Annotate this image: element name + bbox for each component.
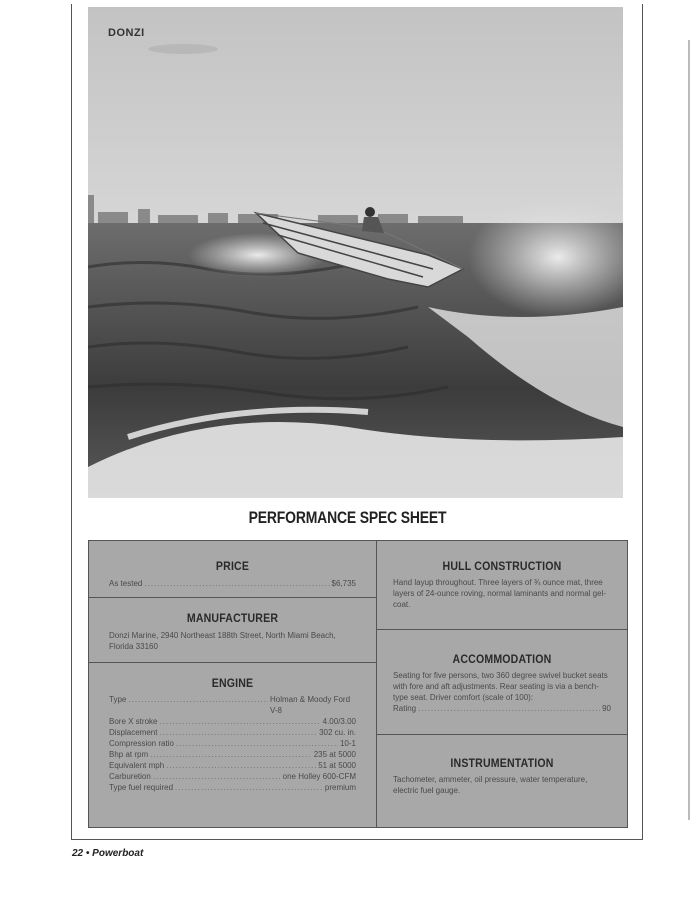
price-label: As tested (109, 579, 143, 588)
accommodation-text: Seating for five persons, two 360 degree swivel bucket seats with fore and aft adjustments. Rear seating is via a bench-type seat. Driver comfort (scale of 100): (393, 671, 608, 702)
page-folio: 22 • Powerboat (72, 848, 144, 859)
price-row (109, 578, 356, 589)
engine-type-value: Holman & Moody Ford V-8 (270, 695, 351, 715)
engine-spec-label: Displacement (109, 728, 158, 737)
hull-section (377, 541, 627, 630)
engine-spec-label: Equivalent mph (109, 761, 165, 770)
hull-text: Hand layup throughout. Three layers of ¾ ounce mat, three layers of 24-ounce roving, normal laminants and normal gel-coat. (393, 578, 606, 609)
spec-right-column (377, 541, 627, 827)
accommodation-heading: ACCOMMODATION (452, 652, 552, 666)
engine-spec-label: Type fuel required (109, 783, 174, 792)
engine-spec-row (109, 738, 356, 749)
engine-spec-row (109, 760, 356, 771)
boat-brand-label: DONZI (108, 27, 145, 39)
rating-label: Rating (393, 704, 417, 713)
engine-spec-list (109, 716, 356, 793)
manufacturer-heading: MANUFACTURER (186, 611, 279, 625)
engine-spec-label: Bhp at rpm (109, 750, 149, 759)
page-edge (688, 40, 690, 820)
engine-spec-value: 4.00/3.00 (322, 717, 356, 726)
engine-type-row (109, 694, 356, 716)
instrumentation-text: Tachometer, ammeter, oil pressure, water temperature, electric fuel gauge. (393, 775, 588, 795)
engine-spec-row (109, 727, 356, 738)
rating-value: 90 (602, 704, 611, 713)
speedboat-image (88, 7, 623, 498)
engine-spec-row (109, 716, 356, 727)
engine-spec-value: 302 cu. in. (319, 728, 356, 737)
price-heading: PRICE (215, 559, 250, 573)
engine-spec-label: Carburetion (109, 772, 151, 781)
engine-type-label: Type (109, 695, 127, 704)
engine-spec-value: premium (324, 783, 356, 792)
engine-spec-row (109, 771, 356, 782)
engine-spec-value: one Holley 600-CFM (282, 772, 356, 781)
engine-spec-row (109, 749, 356, 760)
instrumentation-heading: INSTRUMENTATION (450, 756, 554, 770)
price-section (89, 541, 376, 598)
manufacturer-text: Donzi Marine, 2940 Northeast 188th Street, North Miami Beach, Florida 33160 (109, 631, 336, 651)
engine-spec-row (109, 782, 356, 793)
engine-spec-label: Bore X stroke (109, 717, 158, 726)
manufacturer-section (89, 599, 376, 663)
price-value: $6,735 (331, 579, 356, 588)
page-title: PERFORMANCE SPEC SHEET (248, 508, 447, 527)
spec-left-column (89, 541, 377, 827)
engine-spec-label: Compression ratio (109, 739, 174, 748)
engine-spec-value: 51 at 5000 (318, 761, 356, 770)
accommodation-section (377, 631, 627, 735)
engine-spec-value: 235 at 5000 (313, 750, 356, 759)
engine-spec-value: 10-1 (339, 739, 356, 748)
spec-sheet-table (88, 540, 628, 828)
engine-heading: ENGINE (211, 676, 254, 690)
speedboat-photo (88, 7, 623, 498)
engine-section (89, 664, 376, 827)
rating-row (393, 703, 611, 714)
instrumentation-section (377, 736, 627, 827)
hull-heading: HULL CONSTRUCTION (442, 559, 562, 573)
